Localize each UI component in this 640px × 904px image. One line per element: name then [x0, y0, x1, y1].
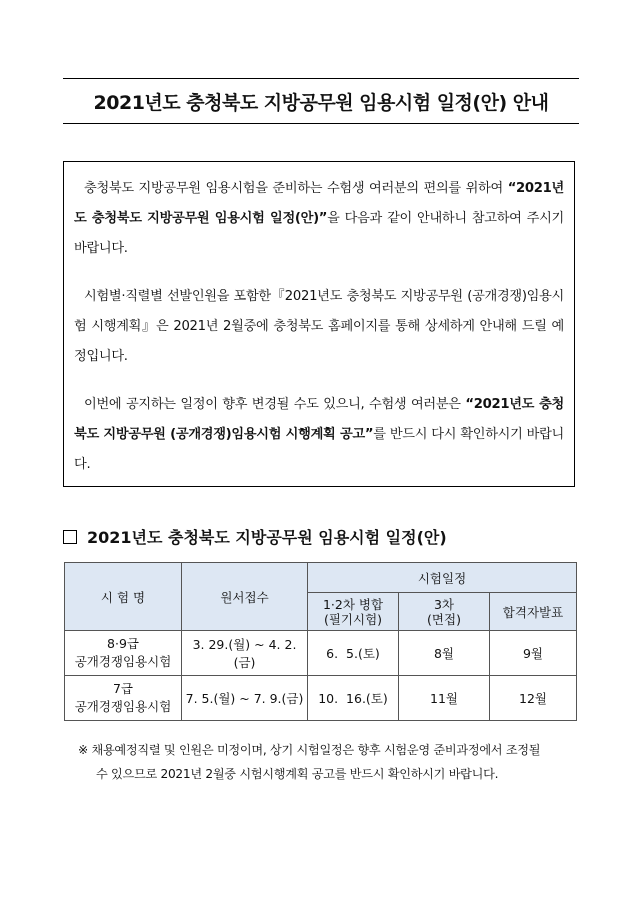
notice-paragraph-2: 시험별·직렬별 선발인원을 포함한『2021년도 충청북도 지방공무원 (공개경쟁)임용시험 시행계획』은 2021년 2월중에 충청북도 홈페이지를 통해 상세하게 안내해 드릴 예정입니다.	[74, 289, 564, 364]
written-date: 10. 16.(토)	[308, 676, 399, 721]
notice-p3-text-end: 를 반드시 다시 확인하시기 바랍니다.	[74, 427, 564, 472]
header-written-exam	[308, 593, 399, 631]
notice-p1-bold: “2021년도 충청북도 지방공무원 임용시험 일정(안)”	[74, 181, 564, 226]
square-bullet-icon	[63, 530, 77, 544]
written-date: 6. 5.(토)	[308, 631, 399, 676]
section-heading	[63, 525, 447, 548]
notice-p1-text: 충청북도 지방공무원 임용시험을 준비하는 수험생 여러분의 편의를 위하여	[84, 181, 508, 196]
section-title: 2021년도 충청북도 지방공무원 임용시험 일정(안)	[87, 528, 447, 547]
exam-name-cell	[65, 676, 182, 721]
notice-paragraph-3	[74, 390, 564, 480]
exam-type: 공개경쟁임용시험	[74, 654, 172, 669]
exam-name-cell	[65, 631, 182, 676]
header-interview	[399, 593, 490, 631]
page-title: 2021년도 충청북도 지방공무원 임용시험 일정(안) 안내	[93, 91, 549, 114]
notice-p1-text-end: 을 다음과 같이 안내하니 참고하여 주시기 바랍니다.	[74, 211, 564, 256]
header-interview-line1: 3차	[433, 596, 455, 612]
result-month: 9월	[490, 631, 577, 676]
result-month: 12월	[490, 676, 577, 721]
notice-p3-bold: “2021년도 충청북도 지방공무원 (공개경쟁)임용시험 시행계획 공고”	[74, 397, 564, 442]
header-interview-line2: (면접)	[427, 611, 461, 627]
notice-p3-text: 이번에 공지하는 일정이 향후 변경될 수도 있으니, 수험생 여러분은	[84, 397, 466, 412]
table-row	[65, 631, 577, 676]
exam-grade: 8·9급	[107, 636, 139, 651]
header-written-line2: (필기시험)	[323, 611, 383, 627]
exam-type: 공개경쟁임용시험	[74, 699, 172, 714]
header-written-line1: 1·2차 병합	[322, 596, 384, 612]
apply-period: 3. 29.(월) ~ 4. 2.(금)	[182, 631, 308, 676]
interview-month: 11월	[399, 676, 490, 721]
exam-grade: 7급	[112, 681, 134, 696]
title-bar	[63, 78, 579, 124]
notice-box	[63, 161, 575, 487]
interview-month: 8월	[399, 631, 490, 676]
header-application: 원서접수	[182, 563, 308, 631]
header-result: 합격자발표	[490, 593, 577, 631]
footnote	[78, 738, 578, 786]
header-exam-schedule: 시험일정	[308, 563, 577, 593]
footnote-line-2: 수 있으므로 2021년 2월중 시험시행계획 공고를 반드시 확인하시기 바랍니다.	[96, 767, 499, 781]
header-exam-name: 시 험 명	[65, 563, 182, 631]
schedule-table	[64, 562, 577, 721]
apply-period: 7. 5.(월) ~ 7. 9.(금)	[182, 676, 308, 721]
table-row	[65, 676, 577, 721]
footnote-line-1: ※ 채용예정직렬 및 인원은 미정이며, 상기 시험일정은 향후 시험운영 준비과정에서 조정될	[78, 743, 541, 757]
notice-paragraph-1	[74, 174, 564, 264]
